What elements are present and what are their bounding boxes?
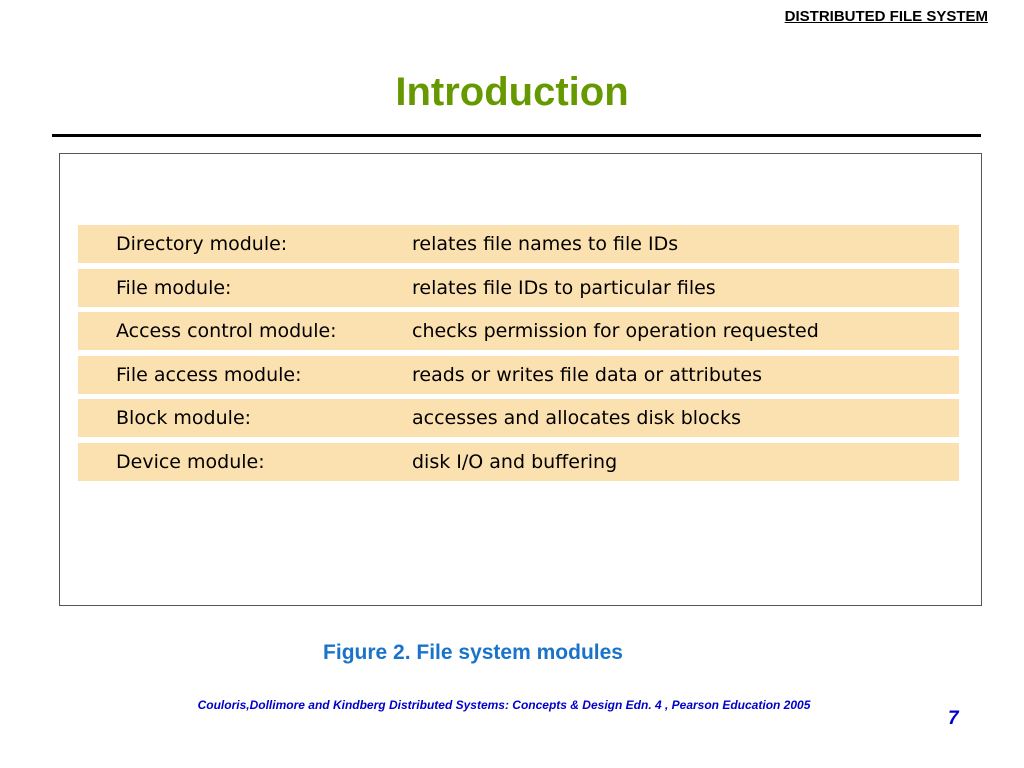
module-description: relates file names to file IDs: [412, 233, 679, 255]
module-name: File module:: [116, 277, 232, 299]
module-name: Access control module:: [116, 320, 337, 342]
footer-citation: Couloris,Dollimore and Kindberg Distributed Systems: Concepts & Design Edn. 4 , Pearson Education 2005: [197, 698, 811, 712]
module-description: relates file IDs to particular files: [412, 277, 716, 299]
module-row: [78, 399, 959, 437]
module-row: [78, 356, 959, 394]
page-number: 7: [948, 708, 959, 729]
module-description: disk I/O and buffering: [412, 451, 618, 473]
slide-title: Introduction: [395, 70, 629, 114]
module-description: checks permission for operation requested: [412, 320, 819, 342]
module-row: [78, 312, 959, 350]
title-divider: [52, 134, 981, 137]
module-name: File access module:: [116, 364, 302, 386]
module-name: Directory module:: [116, 233, 288, 255]
slide-header-label: DISTRIBUTED FILE SYSTEM: [784, 8, 988, 25]
module-description: accesses and allocates disk blocks: [412, 407, 742, 429]
module-row: [78, 225, 959, 263]
figure-caption: Figure 2. File system modules: [323, 641, 623, 664]
module-name: Device module:: [116, 451, 265, 473]
figure-box: [59, 153, 982, 606]
module-name: Block module:: [116, 407, 252, 429]
module-row: [78, 269, 959, 307]
module-row: [78, 443, 959, 481]
module-description: reads or writes file data or attributes: [412, 364, 762, 386]
